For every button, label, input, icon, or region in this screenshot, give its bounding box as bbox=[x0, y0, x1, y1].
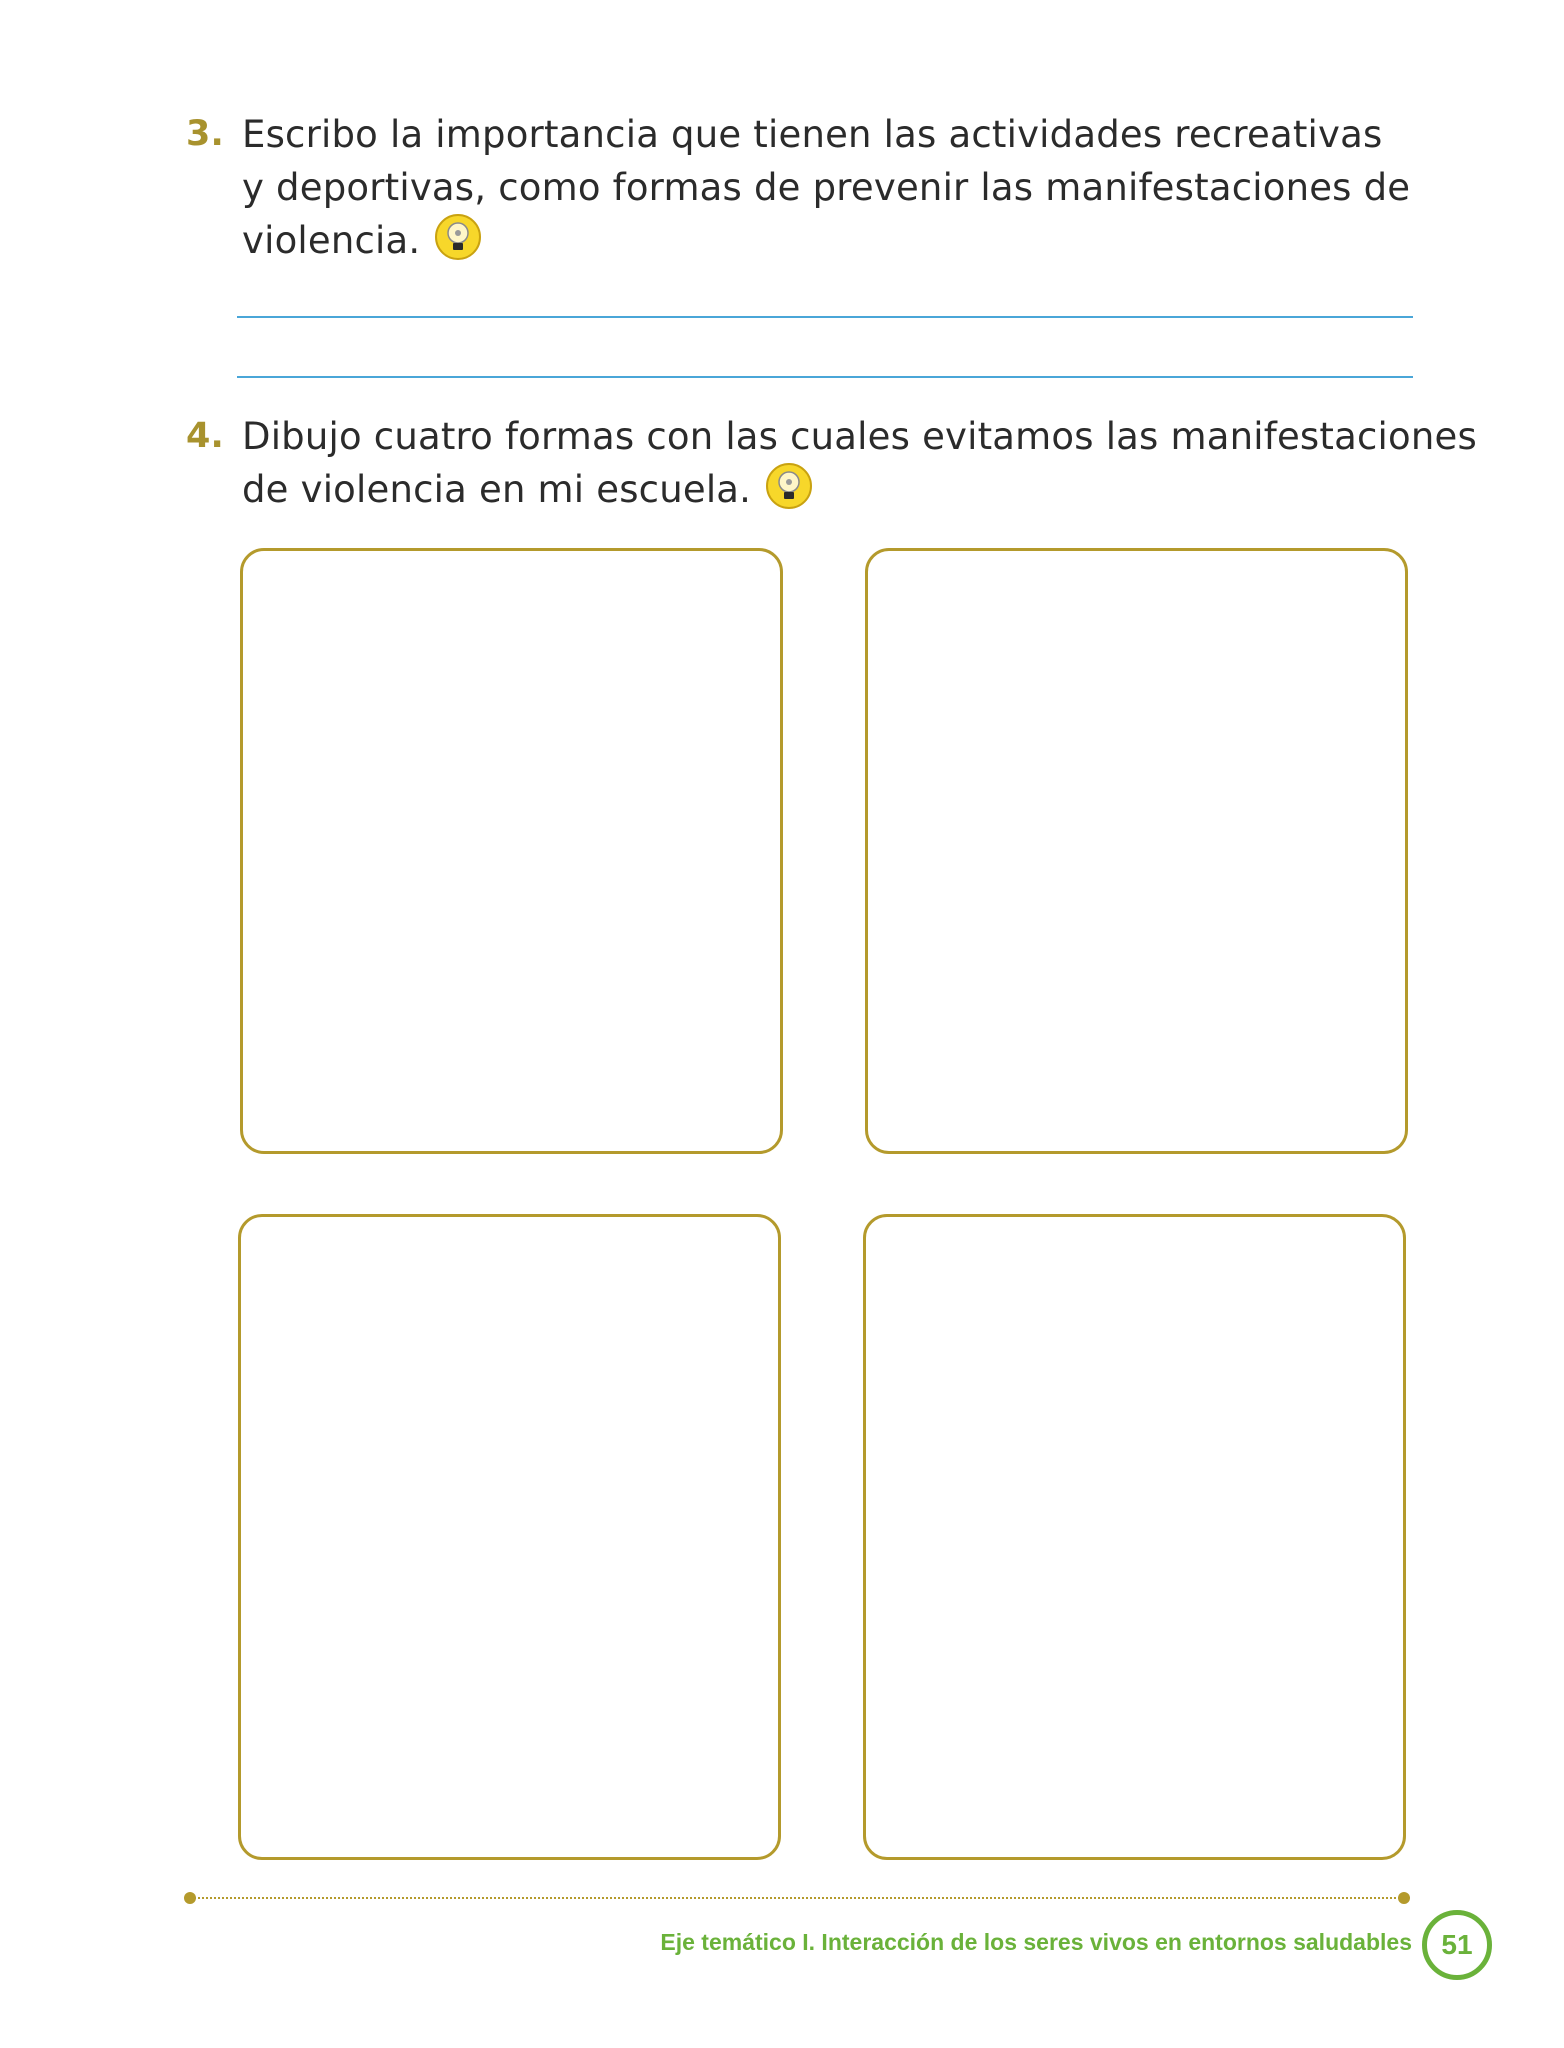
question-3-line-2: y deportivas, como formas de prevenir las manifestaciones de bbox=[242, 166, 1411, 209]
footer-rule bbox=[190, 1897, 1408, 1899]
footer-rule-dot-right bbox=[1398, 1892, 1410, 1904]
question-3-line-1: Escribo la importancia que tienen las actividades recreativas bbox=[242, 113, 1383, 156]
question-3-line-3: violencia. bbox=[242, 214, 1410, 267]
drawing-box-4[interactable] bbox=[863, 1214, 1406, 1860]
drawing-box-2[interactable] bbox=[865, 548, 1408, 1154]
drawing-box-3[interactable] bbox=[238, 1214, 781, 1860]
question-3 bbox=[186, 108, 1411, 267]
answer-line-2[interactable] bbox=[237, 376, 1413, 378]
question-4 bbox=[186, 410, 1477, 516]
answer-line-1[interactable] bbox=[237, 316, 1413, 318]
question-4-number: 4. bbox=[186, 416, 225, 456]
lightbulb-icon bbox=[765, 462, 813, 510]
question-4-line-1: Dibujo cuatro formas con las cuales evitamos las manifestaciones bbox=[242, 415, 1477, 458]
question-3-number: 3. bbox=[186, 114, 225, 154]
question-4-line-2: de violencia en mi escuela. bbox=[242, 463, 1477, 516]
lightbulb-icon bbox=[434, 213, 482, 261]
footer-section-title: Eje temático I. Interacción de los seres vivos en entornos saludables bbox=[660, 1929, 1412, 1955]
drawing-box-1[interactable] bbox=[240, 548, 783, 1154]
page-number: 51 bbox=[1422, 1910, 1492, 1980]
